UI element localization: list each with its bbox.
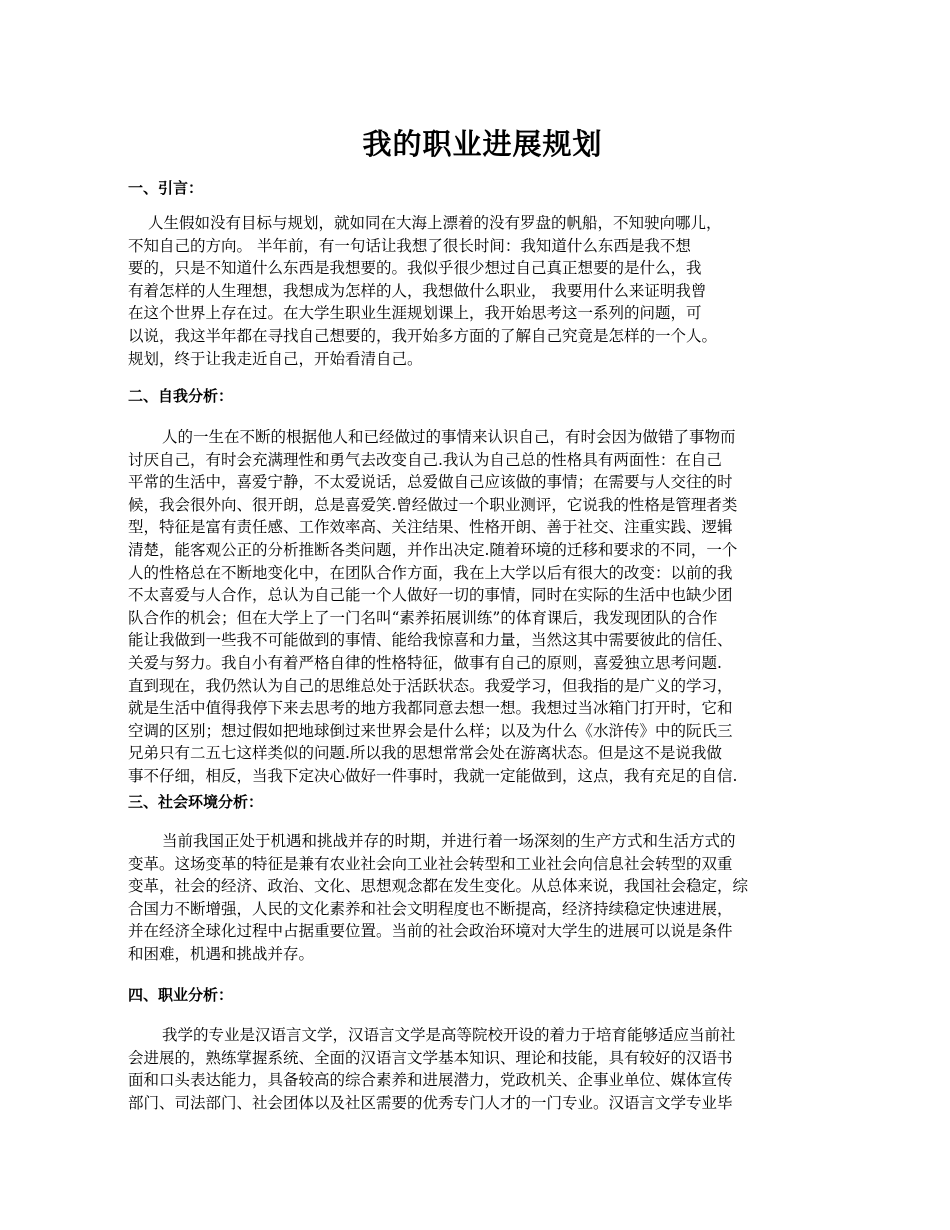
paragraph-line: 人的性格总在不断地变化中，在团队合作方面，我在上大学以后有很大的改变：以前的我: [128, 563, 733, 582]
section-body-career-analysis: [128, 1024, 736, 1114]
paragraph-line: 兄弟只有二五七这样类似的问题.所以我的思想常常会处在游离状态。但是这不是说我做: [128, 744, 722, 763]
section-heading-introduction: 一、引言：: [128, 179, 204, 197]
paragraph-line: 以说，我这半年都在寻找自己想要的，我开始多方面的了解自己究竟是怎样的一个人。: [128, 326, 718, 345]
paragraph-line: 要的，只是不知道什么东西是我想要的。我似乎很少想过自己真正想要的是什么，我: [128, 259, 702, 278]
paragraph-line: 空调的区别；想过假如把地球倒过来世界会是什么样；以及为什么《水浒传》中的阮氏三: [128, 721, 733, 740]
section-heading-self-analysis: 二、自我分析：: [128, 387, 234, 405]
paragraph-line: 就是生活中值得我停下来去思考的地方我都同意去想一想。我想过当冰箱门打开时，它和: [128, 699, 733, 718]
paragraph-line: 会进展的，熟练掌握系统、全面的汉语言文学基本知识、理论和技能，具有较好的汉语书: [128, 1048, 733, 1067]
paragraph-line: 型，特征是富有责任感、工作效率高、关注结果、性格开朗、善于社交、注重实践、逻辑: [128, 518, 733, 537]
paragraph-line: 有着怎样的人生理想，我想成为怎样的人，我想做什么职业， 我要用什么来证明我曾: [128, 281, 707, 300]
paragraph-line: 部门、司法部门、社会团体以及社区需要的优秀专门人才的一门专业。汉语言文学专业毕: [128, 1093, 733, 1112]
paragraph-line: 规划，终于让我走近自己，开始看清自己。: [128, 349, 423, 368]
paragraph-line: 讨厌自己，有时会充满理性和勇气去改变自己.我认为自己总的性格具有两面性：在自己: [128, 450, 722, 469]
paragraph-line: 在这个世界上存在过。在大学生职业生涯规划课上，我开始思考这一系列的问题，可: [128, 304, 702, 323]
paragraph-line: 合国力不断增强，人民的文化素养和社会文明程度也不断提高，经济持续稳定快速进展，: [128, 899, 733, 918]
paragraph-line: 不知自己的方向。 半年前，有一句话让我想了很长时间：我知道什么东西是我不想: [128, 236, 691, 255]
paragraph-line: 能让我做到一些我不可能做到的事情、能给我惊喜和力量，当然这其中需要彼此的信任、: [128, 631, 733, 650]
section-body-social-environment: [128, 830, 748, 966]
paragraph-line: 变革，社会的经济、政治、文化、思想观念都在发生变化。从总体来说，我国社会稳定，综: [128, 877, 749, 896]
paragraph-line: 我学的专业是汉语言文学，汉语言文学是高等院校开设的着力于培育能够适应当前社: [162, 1026, 736, 1044]
paragraph-line: 变革。这场变革的特征是兼有农业社会向工业社会转型和工业社会向信息社会转型的双重: [128, 854, 733, 873]
paragraph-line: 不太喜爱与人合作，总认为自己能一个人做好一切的事情，同时在实际的生活中也缺少团: [128, 586, 733, 605]
section-body-introduction: [128, 212, 722, 370]
paragraph-line: 清楚，能客观公正的分析推断各类问题，并作出决定.随着环境的迁移和要求的不同，一个: [128, 540, 738, 559]
paragraph-line: 直到现在，我仍然认为自己的思维总处于活跃状态。我爱学习，但我指的是广义的学习，: [128, 676, 733, 695]
paragraph-line: 当前我国正处于机遇和挑战并存的时期，并进行着一场深刻的生产方式和生活方式的: [162, 832, 736, 850]
paragraph-line: 和困难，机遇和挑战并存。: [128, 944, 315, 963]
section-heading-career-analysis: 四、职业分析：: [128, 986, 234, 1004]
paragraph-line: 人生假如没有目标与规划，就如同在大海上漂着的没有罗盘的帆船，不知驶向哪儿，: [148, 214, 722, 232]
paragraph-line: 队合作的机会；但在大学上了一门名叫“素养拓展训练”的体育课后，我发现团队的合作: [128, 608, 718, 627]
paragraph-line: 并在经济全球化过程中占据重要位置。当前的社会政治环境对大学生的进展可以说是条件: [128, 922, 733, 941]
section-heading-social-environment: 三、社会环境分析：: [128, 793, 264, 811]
paragraph-line: 关爱与努力。我自小有着严格自律的性格特征，做事有自己的原则，喜爱独立思考问题.: [128, 653, 722, 672]
paragraph-line: 人的一生在不断的根据他人和已经做过的事情来认识自己，有时会因为做错了事物而: [162, 428, 736, 446]
paragraph-line: 面和口头表达能力，具备较高的综合素养和进展潜力，党政机关、企事业单位、媒体宣传: [128, 1071, 733, 1090]
section-body-self-analysis: [128, 426, 737, 788]
paragraph-line: 平常的生活中，喜爱宁静，不太爱说话，总爱做自己应该做的事情；在需要与人交往的时: [128, 473, 733, 492]
paragraph-line: 事不仔细，相反，当我下定决心做好一件事时，我就一定能做到，这点，我有充足的自信.: [128, 766, 738, 785]
document-title: 我的职业进展规划: [362, 127, 603, 161]
paragraph-line: 候，我会很外向、很开朗，总是喜爱笑.曾经做过一个职业测评，它说我的性格是管理者类: [128, 495, 738, 514]
